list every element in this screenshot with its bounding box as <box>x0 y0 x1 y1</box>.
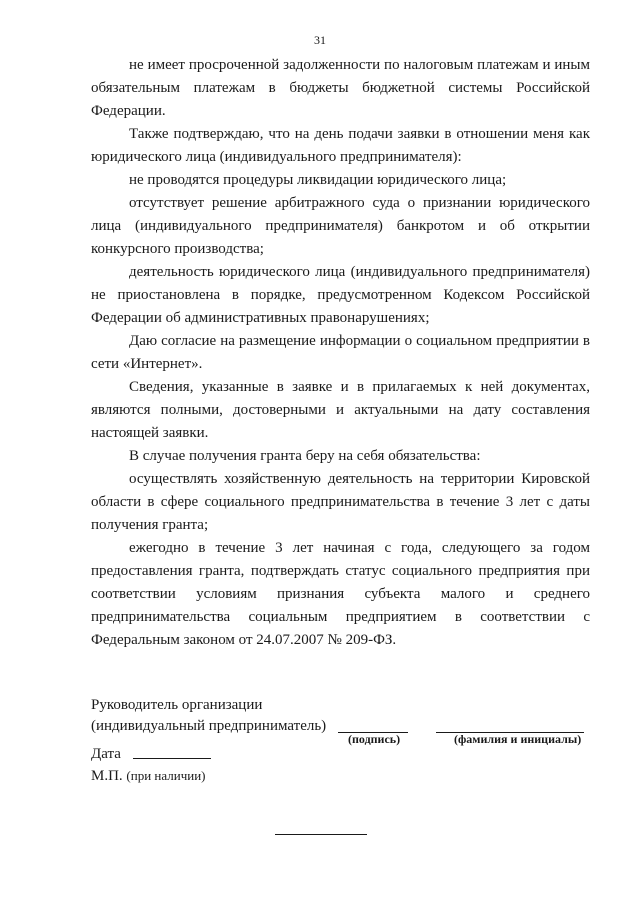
stamp-label: М.П. <box>91 768 123 784</box>
name-caption: (фамилия и инициалы) <box>454 732 582 746</box>
date-row <box>91 746 211 763</box>
page-number: 31 <box>314 33 326 47</box>
paragraph: Даю согласие на размещение информации о социальном предприятии в сети «Интернет». <box>91 333 590 372</box>
signatory-title: Руководитель организации <box>91 697 263 713</box>
paragraph: Также подтверждаю, что на день подачи заявки в отношении меня как юридического лица (индивидуального предпринимателя): <box>91 126 590 165</box>
signatory-subtitle: (индивидуальный предприниматель) <box>91 718 327 734</box>
stamp-row <box>91 768 205 785</box>
paragraph: не имеет просроченной задолженности по налоговым платежам и иным обязательным платежам в бюджеты бюджетной системы Российской Федерации. <box>91 57 590 119</box>
stamp-note: (при наличии) <box>126 768 206 783</box>
end-rule <box>275 834 367 835</box>
paragraph: В случае получения гранта беру на себя обязательства: <box>129 448 481 464</box>
paragraph: Сведения, указанные в заявке и в прилагаемых к ней документах, являются полными, достоверными и актуальными на дату составления настоящей заявки. <box>91 379 590 441</box>
paragraph: осуществлять хозяйственную деятельность на территории Кировской области в сфере социального предпринимательства в течение 3 лет с даты получения гранта; <box>91 471 590 533</box>
document-body <box>91 54 590 652</box>
date-blank <box>133 757 211 759</box>
signature-block <box>91 695 611 737</box>
date-label: Дата <box>91 746 121 762</box>
paragraph: ежегодно в течение 3 лет начиная с года, следующего за годом предоставления гранта, подтверждать статус социального предприятия при соответствии условиям признания субъекта малого и среднего предпринимательства социальным предприятием в соответствии с Федеральным законом от 24.07.2007 № 209-ФЗ. <box>91 540 590 648</box>
paragraph: отсутствует решение арбитражного суда о признании юридического лица (индивидуального предпринимателя) банкротом и об открытии конкурсного производства; <box>91 195 590 257</box>
signature-caption: (подпись) <box>348 732 401 746</box>
paragraph: деятельность юридического лица (индивидуального предпринимателя) не приостановлена в порядке, предусмотренном Кодексом Российской Федерации об административных правонарушениях; <box>91 264 590 326</box>
paragraph: не проводятся процедуры ликвидации юридического лица; <box>129 172 507 188</box>
